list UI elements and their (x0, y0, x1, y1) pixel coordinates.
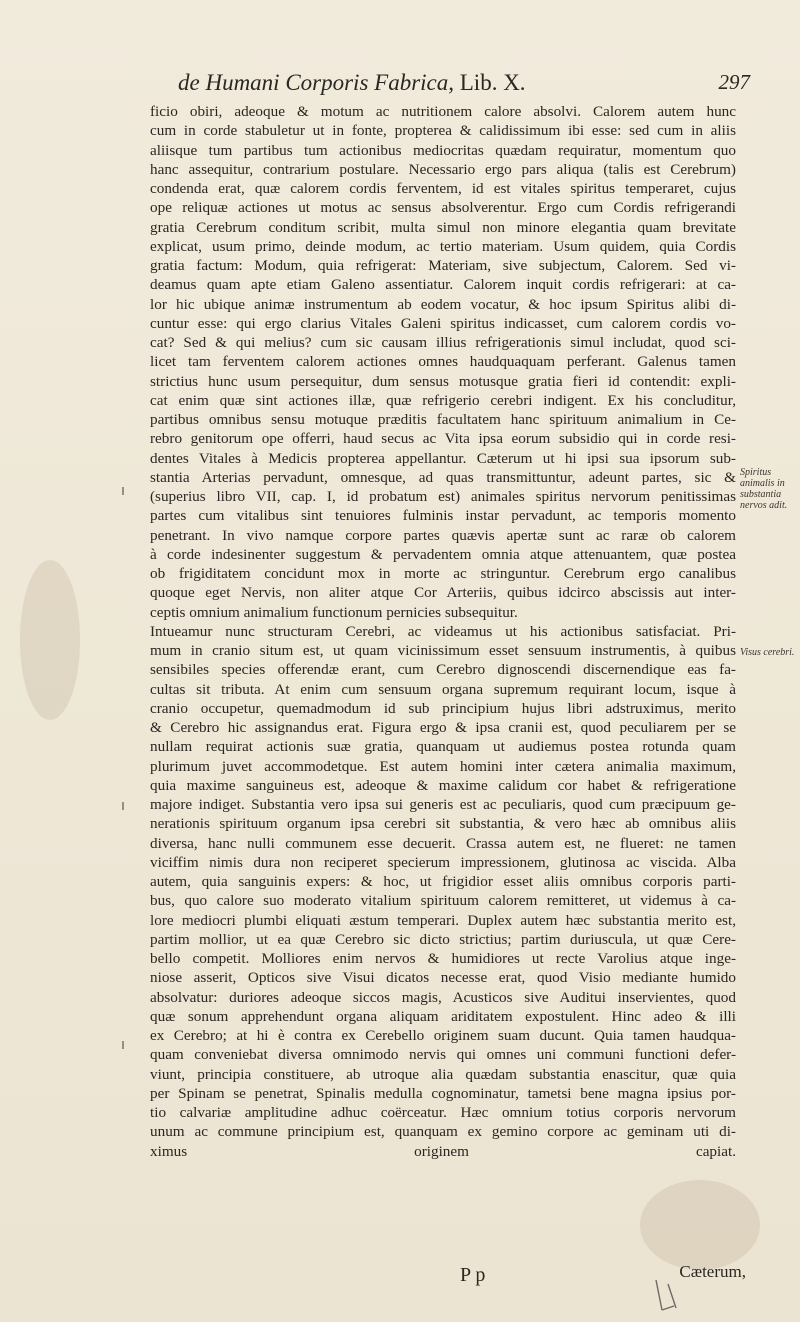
text-line: stantia Arterias pervadunt, omnesque, ad quas transmittuntur, adeunt partes, sic & (150, 468, 736, 486)
margin-tick (122, 802, 124, 810)
margin-tick (122, 487, 124, 495)
text-line: majore indiget. Substantia vero ipsa sui generis est ac peculiaris, quod cum præcipuum ge- (150, 796, 736, 813)
text-line: condenda erat, quæ calorem cordis ferventem, id est vitales spiritus temperaret, cujus (150, 180, 736, 197)
text-line: cuntur esse: qui ergo clarius Vitales Galeni spiritus indicasset, cum calorem cordis vo- (150, 314, 736, 332)
text-line: bus, quo calore suo moderato vitalium spirituum calorem remitteret, ut videmus à ca- (150, 892, 736, 910)
page-header (150, 70, 750, 104)
text-line: bello competit. Molliores enim nervos & humidiores ut recte Varolius atque inge- (150, 950, 736, 967)
paper-stain (20, 560, 80, 720)
text-line: niose asserit, Opticos sive Visui dicatos necesse erat, quod Visio mediante humido (150, 969, 736, 987)
text-line: mum in cranio situm est, ut quam vicinissimum esset sensuum instrumentis, à quibus (150, 642, 736, 659)
text-line: cranio occupetur, quemadmodum id sub principium hujus libri adstruximus, merito (150, 699, 736, 717)
text-line: cultas sit tributa. At enim cum sensuum organa supremum requirant locum, isque à (150, 680, 736, 698)
text-line: ob frigiditatem concidunt mox in morte ac stringuntur. Cerebrum ergo canalibus (150, 565, 736, 582)
catchword: Cæterum, (679, 1262, 746, 1281)
text-line: aliisque tum partibus tum actionibus mediocritas quædam requiratur, momentum quo (150, 141, 736, 159)
running-head-book: Lib. X. (459, 70, 526, 95)
text-line: absolvatur: duriores adeoque siccos magis, Acusticos sive Auditui inservientes, quod (150, 988, 736, 1006)
margin-tick (122, 1041, 124, 1049)
text-line: partibus omnibus sensu motuque præditis facultatem hanc spirituum animalium in Ce- (150, 411, 736, 428)
text-line: ximus originem capiat. (150, 1142, 736, 1160)
text-line: partes cum vitalibus sint tenuiores fulminis instar pervadunt, ac temporis momento (150, 507, 736, 525)
text-line: strictius hunc usum persequitur, dum sensus motusque gratia fieri id contendit: expli- (150, 372, 736, 390)
text-line: nullam requirat actionis suæ gratia, quanquam ut audiemus postea rotunda quam (150, 738, 736, 756)
body-text (150, 102, 736, 1262)
text-line: per Spinam se penetrat, Spinalis medulla cognominatur, tametsi bene magna ipsius por- (150, 1084, 736, 1102)
text-line: & Cerebro hic assignandus erat. Figura ergo & ipsa cranii est, quod peculiarem per se (150, 719, 736, 736)
text-line: lore mediocri plumbi eliquati æstum temperari. Duplex autem hæc substantia merito est, (150, 911, 736, 929)
text-line: ceptis omnium animalium functionum pernicies subsequitur. (150, 603, 518, 621)
text-line: viciffim nimis dura non reciperet specierum impressionem, glutinosa ac viscida. Alba (150, 853, 736, 871)
text-line: Intueamur nunc structuram Cerebri, ac videamus ut his actionibus satisfaciat. Pri- (150, 622, 736, 640)
text-line: viunt, principia constituere, ab utroque alia quædam substantia enascitur, quæ quia (150, 1065, 736, 1083)
text-line: diversa, hanc nulli communem esse decuerit. Crassa autem est, ne flueret: ne tamen (150, 834, 736, 852)
text-line: penetrant. In vivo namque corpore partes quævis apertæ sunt ac raræ ob calorem (150, 526, 736, 544)
text-line: ficio obiri, adeoque & motum ac nutritionem calore absolvi. Calorem autem hunc (150, 103, 736, 120)
text-line: gratia factum: Modum, quia refrigerat: Materiam, sive subjectum, Calorem. Sed vi- (150, 257, 736, 274)
text-line: plurimum juvet accommodetque. Est autem homini inter cætera animalia maximum, (150, 757, 736, 775)
text-line: hanc assequitur, contrarium postulare. Necessario ergo pars aliqua (talis est Cerebrum) (150, 160, 736, 178)
text-line: lor hic ubique animæ instrumentum ab eodem vocatur, & hoc ipsum Spiritus alibi di- (150, 295, 736, 313)
text-line: ope reliquæ actiones ut motus ac sensus absolverentur. Ergo cum Cordis refrigerandi (150, 199, 736, 217)
text-line: quia maxime sanguineus est, adeoque & maxime calidum cor habet & refrigeratione (150, 776, 736, 794)
text-line: sensibiles species offerendæ erant, cum Cerebro dignoscendi discernendique eas fa- (150, 661, 736, 679)
text-line: ex Cerebro; at hi è contra ex Cerebello originem suam ducunt. Quia tamen haudqua- (150, 1027, 736, 1044)
text-line: partim mollior, ut ea quæ Cerebro sic dicto strictius; partim duriuscula, ut quæ Cere- (150, 930, 736, 948)
text-line: gratia Cerebrum conditum scribit, multa simul non minore elegantia quam brevitate (150, 218, 736, 236)
text-line: cat? Sed & qui melius? cum sic causam illius refrigerationis simul includat, quod sci- (150, 334, 736, 351)
text-line: (superius libro VII, cap. I, id probatum est) animales spiritus nervorum penitissimas (150, 488, 736, 505)
running-head (178, 70, 526, 96)
text-line: tio calvariæ amplitudine adhuc coërceatur. Hæc omnium totius corporis nervorum (150, 1104, 736, 1121)
text-line: explicat, usum primo, deinde modum, ac tertio materiam. Usum quidem, quia Cordis (150, 237, 736, 255)
text-line: deamus quam apte etiam Galeno assentiatur. Calorem inquit cordis refrigerari: at ca- (150, 276, 736, 294)
text-line: à corde indesinenter suggestum & pervadentem omnia atque attenuantem, quæ postea (150, 545, 736, 563)
text-line: unum ac commune principium est, quanquam ex gemino corpore ac geminam uti di- (150, 1123, 736, 1141)
page-number: 297 (718, 70, 750, 94)
text-line: cat enim quæ sint actiones illæ, quæ refrigerio cerebri indigent. Ex his concluditur, (150, 391, 736, 409)
text-line: quoque eget Nervis, non aliter atque Cor Arteriis, quibus idcirco abscissis aut inter- (150, 584, 736, 602)
pencil-mark-icon (648, 1276, 698, 1316)
text-line: dentes Vitales à Medicis propterea appellantur. Cæterum ut hi ipsi sua ipsorum sub- (150, 449, 736, 467)
text-line: nerationis spirituum organum ipsa cerebri sit substantia, & vero hæc ab omnibus aliis (150, 815, 736, 833)
marginal-note-spiritus: Spiritus animalis in substantia nervos adit. (740, 467, 788, 511)
text-line: quam conveniebat diversa omnimodo nervis qui omnes uni communi functioni defer- (150, 1046, 736, 1064)
text-line: autem, quia sanguinis expers: & hoc, ut frigidior esset aliis omnibus corporis parti- (150, 873, 736, 890)
text-line: cum in corde stabuletur ut in fonte, propterea & calidissimum ibi esse: sed cum in aliis (150, 122, 736, 140)
marginal-note-visus: Visus cerebri. (740, 647, 795, 658)
text-line: quæ sonum apprehendunt organa aliquam ariditatem expostulent. Hinc adeo & illi (150, 1007, 736, 1025)
text-line: licet tam ferventem calorem actiones omnes haudquaquam perferant. Galenus tamen (150, 353, 736, 371)
running-head-title: de Humani Corporis Fabrica, (178, 70, 454, 95)
text-line: rebro genitorum ope offerri, haud secus ac Vita ipsa eorum subsidio qui in corde resi- (150, 430, 736, 448)
signature-mark: P p (460, 1264, 486, 1286)
